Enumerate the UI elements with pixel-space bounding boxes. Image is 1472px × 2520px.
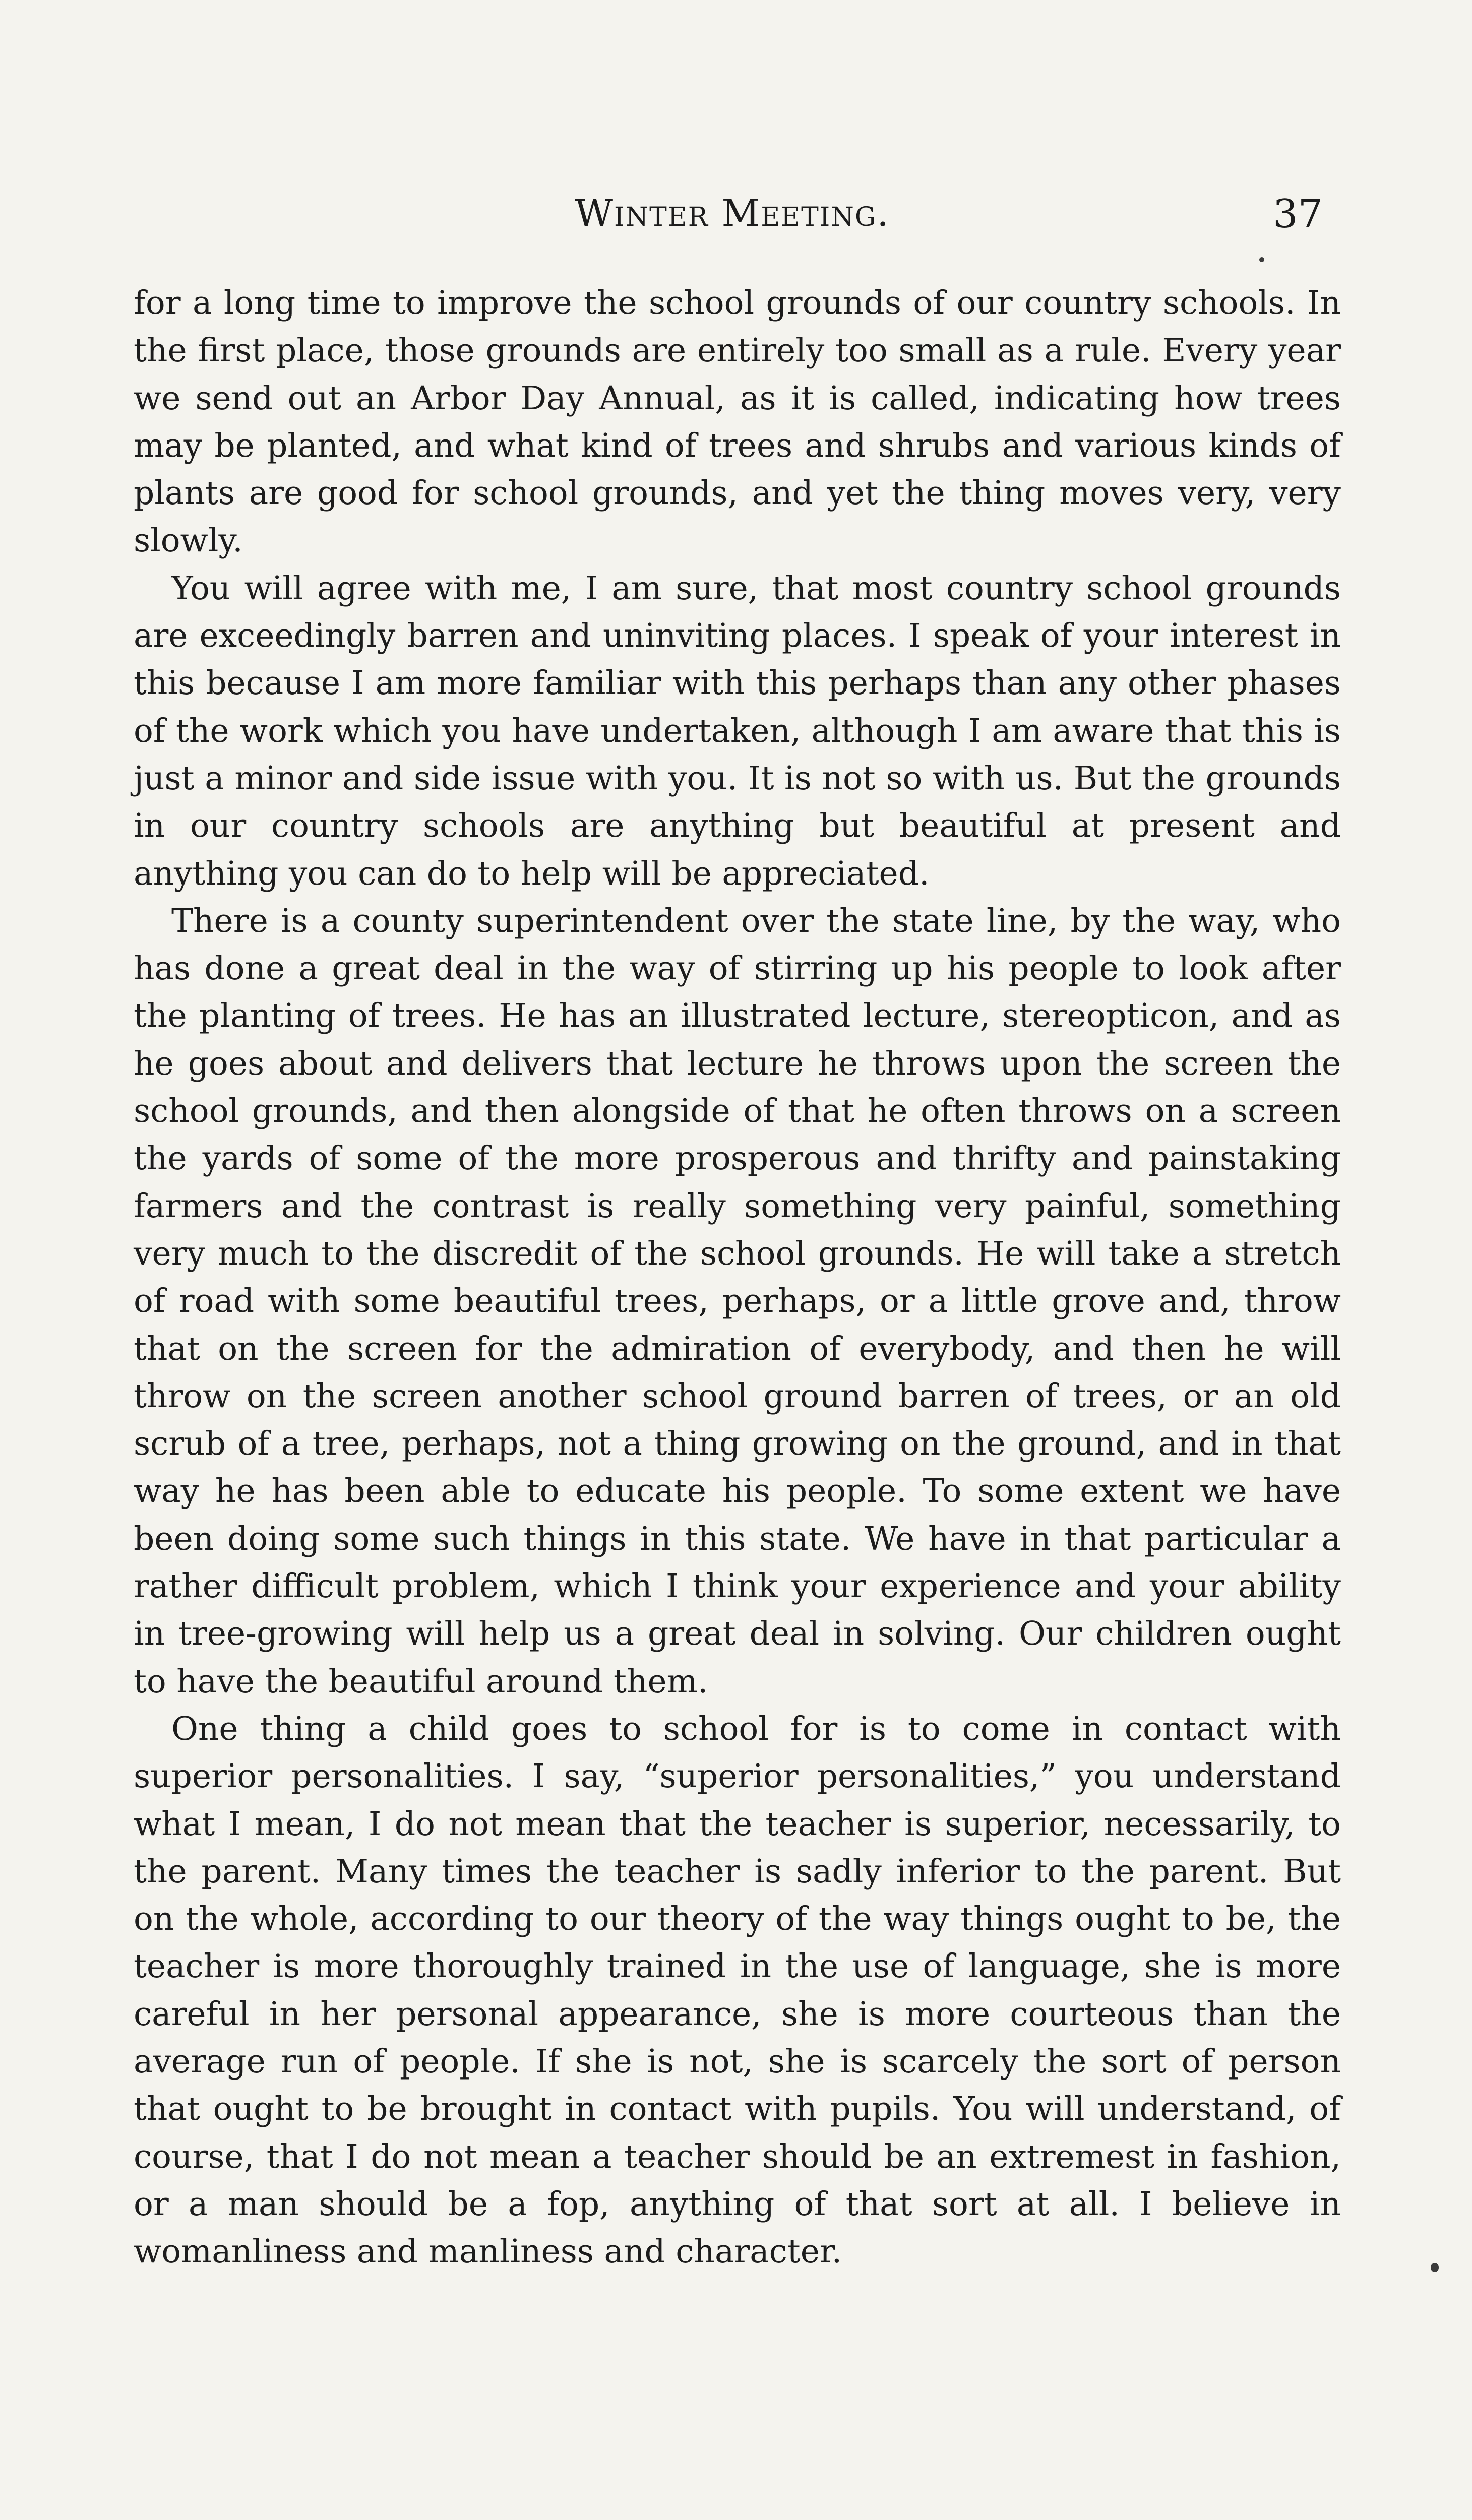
- running-head: [0, 192, 1472, 247]
- paragraph-superior-personalities: One thing a child goes to school for is to come in contact with superior personalities. I say, “superior personalities,” you understand what I mean, I do not mean that the teacher is superior, necessarily, to the parent. Many times the teacher is sadly inferior to the parent. But on the whole, according to our theory of the way things ought to be, the teacher is more thoroughly trained in the use of language, she is more careful in her personal appearance, she is more courteous than the average run of people. If she is not, she is scarcely the sort of person that ought to be brought in contact with pupils. You will understand, of course, that I do not mean a teacher should be an extremest in fashion, or a man should be a fop, anything of that sort at all. I believe in womanliness and manliness and character.: [134, 1710, 1341, 2271]
- paragraph-school-grounds: You will agree with me, I am sure, that most country school grounds are exceedingly barren and uninviting places. I speak of your interest in this because I am more familiar with this perhaps than any other phases of the work which you have undertaken, although I am aware that this is just a minor and side issue with you. It is not so with us. But the grounds in our country schools are anything but beautiful at present and anything you can do to help will be appreciated.: [134, 569, 1341, 893]
- page-number: 37: [1273, 192, 1323, 237]
- paragraph-county-superintendent: There is a county superintendent over the state line, by the way, who has done a great deal in the way of stirring up his people to look after the planting of trees. He has an illustrated lecture, stereopticon, and as he goes about and delivers that lecture he throws upon the screen the school grounds, and then alongside of that he often throws on a screen the yards of some of the more prosperous and thrifty and painstaking farmers and the contrast is really something very painful, something very much to the discredit of the school grounds. He will take a stretch of road with some beautiful trees, perhaps, or a little grove and, throw that on the screen for the admiration of everybody, and then he will throw on the screen another school ground barren of trees, or an old scrub of a tree, perhaps, not a thing growing on the ground, and in that way he has been able to educate his people. To some extent we have been doing some such things in this state. We have in that particular a rather difficult problem, which I think your experience and your ability in tree-growing will help us a great deal in solving. Our children ought to have the beautiful around them.: [134, 902, 1341, 1700]
- running-title: Winter Meeting.: [575, 192, 890, 235]
- ink-speck: [1259, 257, 1264, 262]
- paragraph-continued: for a long time to improve the school grounds of our country schools. In the first place, those grounds are entirely too small as a rule. Every year we send out an Arbor Day Annual, as it is called, indicating how trees may be planted, and what kind of trees and shrubs and various kinds of plants are good for school grounds, and yet the thing moves very, very slowly.: [134, 284, 1341, 560]
- ink-speck: [1431, 2263, 1439, 2272]
- body-text: [134, 280, 1341, 2276]
